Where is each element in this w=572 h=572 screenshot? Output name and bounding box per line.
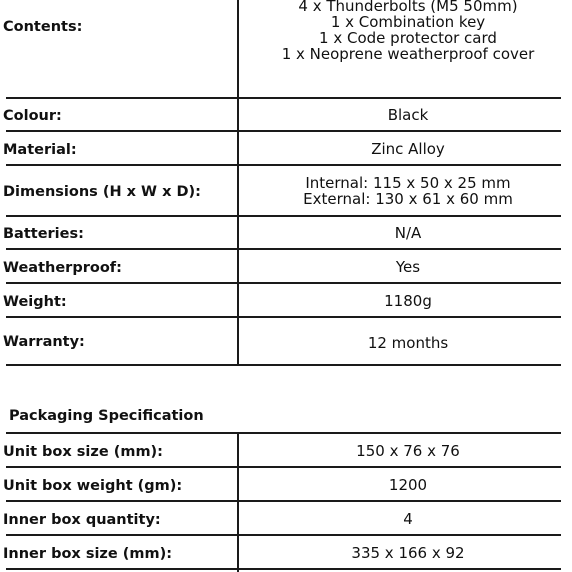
row-divider [6,500,561,502]
contents-label: Contents: [3,19,83,35]
row-divider [6,248,561,250]
inner-box-size-label: Inner box size (mm): [3,546,173,562]
weatherproof-label: Weatherproof: [3,260,122,276]
contents-line-3: 1 x Code protector card [319,29,497,47]
column-divider [237,0,239,366]
dimensions-label: Dimensions (H x W x D): [3,184,201,200]
unit-box-size-label: Unit box size (mm): [3,444,163,460]
contents-line-1: 4 x Thunderbolts (M5 50mm) [298,0,518,15]
table-bottom-border [6,364,561,366]
colour-label: Colour: [3,108,62,124]
unit-box-weight-value: 1200 [388,476,428,494]
weight-label: Weight: [3,294,67,310]
dimensions-external: External: 130 x 61 x 60 mm [303,190,513,208]
inner-box-quantity-label: Inner box quantity: [3,512,161,528]
weight-value: 1180g [384,292,432,310]
material-value: Zinc Alloy [371,140,445,158]
row-divider [6,534,561,536]
inner-box-quantity-value: 4 [403,510,413,528]
row-divider [6,466,561,468]
row-divider [6,282,561,284]
weatherproof-value: Yes [395,258,421,276]
column-divider [237,432,239,572]
unit-box-size-value: 150 x 76 x 76 [356,442,460,460]
batteries-label: Batteries: [3,226,84,242]
contents-line-4: 1 x Neoprene weatherproof cover [281,45,535,63]
colour-value: Black [387,106,429,124]
inner-box-size-value: 335 x 166 x 92 [351,544,465,562]
row-divider [6,432,561,434]
batteries-value: N/A [394,224,422,242]
row-divider [6,316,561,318]
row-divider [6,130,561,132]
unit-box-weight-label: Unit box weight (gm): [3,478,183,494]
dimensions-internal: Internal: 115 x 50 x 25 mm [305,174,511,192]
packaging-title: Packaging Specification [9,408,204,424]
contents-line-2: 1 x Combination key [330,13,486,31]
row-divider [6,97,561,99]
material-label: Material: [3,142,77,158]
warranty-label: Warranty: [3,334,85,350]
row-divider [6,215,561,217]
row-divider [6,164,561,166]
row-divider [6,568,561,570]
warranty-value: 12 months [367,334,449,352]
